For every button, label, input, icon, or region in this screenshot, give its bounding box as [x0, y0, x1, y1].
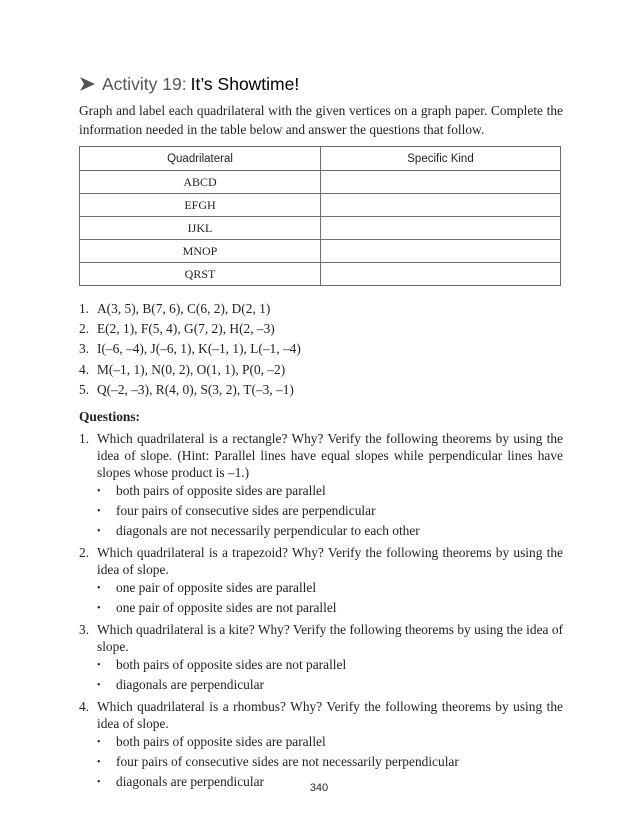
question-item [79, 544, 563, 578]
bullet-icon: • [97, 776, 101, 788]
table-row [80, 217, 561, 240]
question-item [79, 621, 563, 655]
item-number: 1. [79, 301, 90, 317]
vertex-coordinates: M(–1, 1), N(0, 2), O(1, 1), P(0, –2) [97, 361, 286, 377]
bullet-item [97, 752, 563, 772]
column-header-specific-kind: Specific Kind [321, 147, 561, 171]
quadrilateral-cell: EFGH [80, 194, 321, 217]
quadrilateral-table [79, 146, 561, 286]
bullet-text: diagonals are perpendicular [116, 774, 264, 789]
bullet-icon: • [97, 659, 101, 671]
bullet-text: one pair of opposite sides are not parallel [116, 600, 337, 615]
bullet-item [97, 578, 563, 598]
item-number: 3. [79, 341, 90, 357]
specific-kind-cell [321, 194, 561, 217]
table-row [80, 263, 561, 286]
bullet-text: both pairs of opposite sides are parallel [116, 483, 326, 498]
list-item [79, 380, 563, 400]
question-text: Which quadrilateral is a rhombus? Why? Verify the following theorems by using the idea of slope. [97, 699, 563, 731]
bullet-text: both pairs of opposite sides are not parallel [116, 657, 347, 672]
question-number: 2. [79, 545, 90, 560]
bullet-icon: • [97, 505, 101, 517]
quadrilateral-cell: ABCD [80, 171, 321, 194]
bullet-text: four pairs of consecutive sides are not necessarily perpendicular [116, 754, 459, 769]
instructions-text: Graph and label each quadrilateral with the given vertices on a graph paper. Complete the information needed in the table below and answer the questions that follow. [79, 103, 563, 137]
bullet-icon: • [97, 485, 101, 497]
bullet-item [97, 501, 563, 521]
question-text: Which quadrilateral is a trapezoid? Why? Verify the following theorems by using the idea of slope. [97, 545, 563, 577]
quadrilateral-cell: QRST [80, 263, 321, 286]
questions-section [79, 407, 563, 792]
bullet-text: both pairs of opposite sides are parallel [116, 734, 326, 749]
bullet-item [97, 481, 563, 501]
table-row [80, 171, 561, 194]
bullet-text: diagonals are not necessarily perpendicular to each other [116, 523, 420, 538]
vertex-coordinates: E(2, 1), F(5, 4), G(7, 2), H(2, –3) [97, 321, 275, 337]
question-item [79, 430, 563, 481]
bullet-icon: • [97, 756, 101, 768]
bullet-text: diagonals are perpendicular [116, 677, 264, 692]
questions-heading: Questions: [79, 409, 141, 424]
bullet-item [97, 598, 563, 618]
bullet-icon: • [97, 679, 101, 691]
table-row [80, 194, 561, 217]
page-number: 340 [309, 782, 329, 794]
specific-kind-cell [321, 263, 561, 286]
question-number: 4. [79, 699, 90, 714]
bullet-item [97, 655, 563, 675]
bullet-icon: • [97, 525, 101, 537]
vertex-list [79, 299, 563, 400]
table-header-row [80, 147, 561, 171]
list-item [79, 319, 563, 339]
specific-kind-cell [321, 240, 561, 263]
vertex-coordinates: Q(–2, –3), R(4, 0), S(3, 2), T(–3, –1) [97, 381, 294, 397]
list-item [79, 339, 563, 359]
table-row [80, 240, 561, 263]
question-number: 3. [79, 622, 90, 637]
bullet-item [97, 675, 563, 695]
bullet-item [97, 732, 563, 752]
specific-kind-cell [321, 217, 561, 240]
arrow-bullet-icon [79, 75, 96, 93]
vertex-coordinates: I(–6, –4), J(–6, 1), K(–1, 1), L(–1, –4) [97, 341, 301, 357]
item-number: 4. [79, 361, 90, 377]
activity-heading [79, 72, 299, 96]
list-item [79, 360, 563, 380]
item-number: 5. [79, 381, 90, 397]
bullet-text: one pair of opposite sides are parallel [116, 580, 317, 595]
quadrilateral-cell: MNOP [80, 240, 321, 263]
column-header-quadrilateral: Quadrilateral [80, 147, 321, 171]
instructions [79, 101, 563, 139]
question-text: Which quadrilateral is a kite? Why? Verify the following theorems by using the idea of slope. [97, 622, 563, 654]
vertex-coordinates: A(3, 5), B(7, 6), C(6, 2), D(2, 1) [97, 301, 271, 317]
specific-kind-cell [321, 171, 561, 194]
question-text: Which quadrilateral is a rectangle? Why? Verify the following theorems by using the idea of slope. (Hint: Parallel lines have equal slopes while perpendicular lines have slopes whose product is –1.) [97, 431, 563, 480]
list-item [79, 299, 563, 319]
activity-title: It’s Showtime! [190, 73, 300, 94]
question-item [79, 698, 563, 732]
quadrilateral-cell: IJKL [80, 217, 321, 240]
bullet-icon: • [97, 736, 101, 748]
activity-label: Activity 19: [102, 73, 187, 94]
bullet-icon: • [97, 582, 101, 594]
bullet-item [97, 521, 563, 541]
question-number: 1. [79, 431, 90, 446]
item-number: 2. [79, 321, 90, 337]
bullet-text: four pairs of consecutive sides are perpendicular [116, 503, 376, 518]
bullet-icon: • [97, 602, 101, 614]
